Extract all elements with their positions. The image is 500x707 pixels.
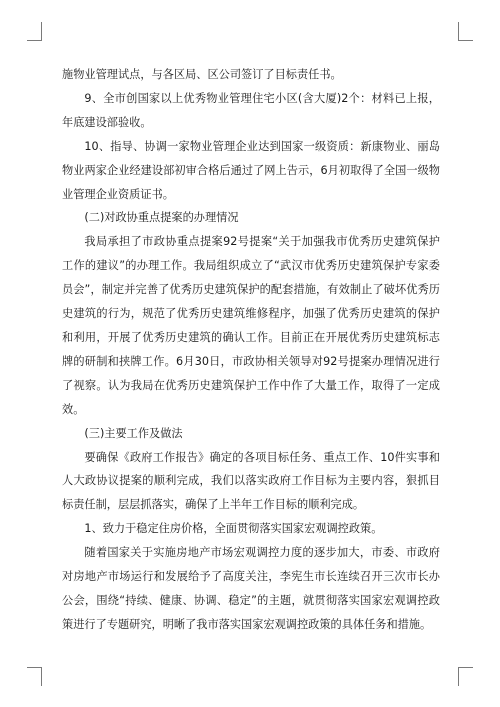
crop-mark-top-right: [458, 22, 473, 41]
subsection-heading: 1、致力于稳定住房价格，全面贯彻落实国家宏观调控政策。: [84, 522, 383, 536]
paragraph: 要确保《政府工作报告》确定的各项目标任务、重点工作、10件实事和人大政协议提案的顺利完成，我们以落实政府工作目标为主要内容，狠抓目标责任制，层层抓落实，确保了上半年工作目标的顺利完成。: [62, 450, 440, 512]
paragraph: 10、指导、协调一家物业管理企业达到国家一级资质：新康物业、丽岛物业两家企业经建设部初审合格后通过了网上告示，6月初取得了全国一级物业管理企业资质证书。: [62, 139, 440, 201]
paragraph: 随着国家关于实施房地产市场宏观调控力度的逐步加大，市委、市政府对房地产市场运行和发展给予了高度关注，李宪生市长连续召开三次市长办公会，围绕“持续、健康、协调、稳定”的主题，就贯彻落实国家宏观调控政策进行了专题研究，明晰了我市落实国家宏观调控政策的具体任务和措施。: [62, 546, 440, 631]
paragraph: 施物业管理试点，与各区局、区公司签订了目标责任书。: [62, 68, 342, 81]
crop-mark-bottom-left: [27, 667, 42, 686]
section-heading: (三)主要工作及做法: [84, 426, 183, 440]
paragraph: 我局承担了市政协重点提案92号提案“关于加强我市优秀历史建筑保护工作的建议”的办理工作。我局组织成立了“武汉市优秀历史建筑保护专家委员会”，制定并完善了优秀历史建筑保护的配套措施，有效制止了破坏优秀历史建筑的行为，规范了优秀历史建筑维修程序，加强了优秀历史建筑的保护和利用，开展了优秀历史建筑的确认工作。目前正在开展优秀历史建筑标志牌的研制和挟牌工作。6月30日，市政协相关领导对92号提案办理情况进行了视察。认为我局在优秀历史建筑保护工作中作了大量工作，取得了一定成效。: [62, 235, 440, 416]
document-body: [62, 63, 440, 637]
crop-mark-bottom-right: [458, 667, 473, 686]
section-heading: (二)对政协重点提案的办理情况: [84, 211, 239, 225]
crop-mark-top-left: [27, 22, 42, 41]
paragraph: 9、全市创国家以上优秀物业管理住宅小区(含大厦)2个：材料已上报，年底建设部验收。: [62, 91, 440, 129]
